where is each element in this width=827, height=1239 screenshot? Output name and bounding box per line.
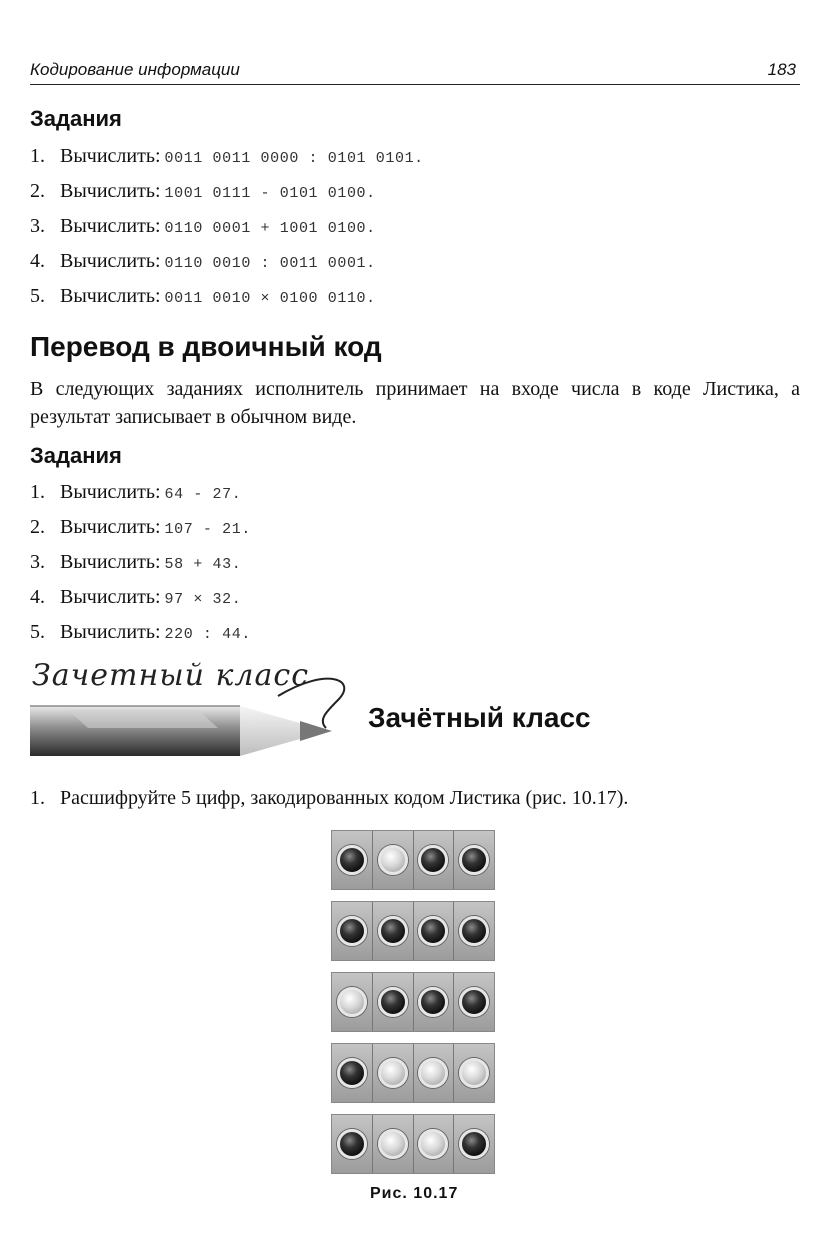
- tasks-heading-2: Задания: [30, 443, 122, 468]
- lamp-indicator: [459, 1058, 489, 1088]
- task-item: 3. Вычислить: 0110 0001 + 1001 0100.: [30, 215, 376, 237]
- lamp-row: [331, 972, 495, 1032]
- lamp-indicator: [459, 916, 489, 946]
- lamp-indicator: [418, 987, 448, 1017]
- task-item: 5. Вычислить: 0011 0010 × 0100 0110.: [30, 285, 376, 307]
- lamp-indicator: [337, 987, 367, 1017]
- pencil-icon: [28, 658, 368, 768]
- lamp-indicator: [337, 916, 367, 946]
- lamp-indicator: [418, 1058, 448, 1088]
- lamp-indicator: [459, 987, 489, 1017]
- lamp-indicator: [337, 845, 367, 875]
- task-item: 2. Вычислить: 1001 0111 - 0101 0100.: [30, 180, 376, 202]
- lamp-indicator: [418, 845, 448, 875]
- task-item: 5. Вычислить: 220 : 44.: [30, 621, 251, 643]
- lamp-indicator: [459, 1129, 489, 1159]
- running-header: [30, 58, 800, 85]
- lamp-indicator: [378, 1129, 408, 1159]
- page-number: 183: [767, 60, 796, 79]
- lamp-indicator: [337, 1129, 367, 1159]
- lamp-row: [331, 901, 495, 961]
- lamp-indicator: [337, 1058, 367, 1088]
- task-item: 2. Вычислить: 107 - 21.: [30, 516, 251, 538]
- banner-script-text: Зачетный класс: [32, 658, 309, 693]
- tasks-heading-1: Задания: [30, 106, 122, 131]
- test-class-banner: [28, 658, 648, 768]
- figure-caption: Рис. 10.17: [370, 1185, 459, 1202]
- banner-title: Зачётный класс: [368, 702, 591, 733]
- lamp-row: [331, 830, 495, 890]
- task-item: 1. Вычислить: 64 - 27.: [30, 481, 242, 503]
- chapter-title: Кодирование информации: [30, 60, 240, 79]
- lamp-indicator: [418, 1129, 448, 1159]
- task-item: 4. Вычислить: 97 × 32.: [30, 586, 242, 608]
- lamp-indicator: [378, 1058, 408, 1088]
- task-item: 1. Вычислить: 0011 0011 0000 : 0101 0101.: [30, 145, 424, 167]
- task-item: 3. Вычислить: 58 + 43.: [30, 551, 242, 573]
- lamp-indicator: [378, 987, 408, 1017]
- lamp-indicator: [459, 845, 489, 875]
- lamp-indicator: [378, 845, 408, 875]
- task-item: 4. Вычислить: 0110 0010 : 0011 0001.: [30, 250, 376, 272]
- section-heading-binary: Перевод в двоичный код: [30, 331, 382, 362]
- lamp-indicator: [378, 916, 408, 946]
- exercise-item: 1. Расшифруйте 5 цифр, закодированных кодом Листика (рис. 10.17).: [30, 787, 629, 809]
- lamp-row: [331, 1043, 495, 1103]
- lamp-indicator: [418, 916, 448, 946]
- intro-paragraph: В следующих заданиях исполнитель принимает на входе числа в коде Листика, а результат записывает в обычном виде.: [30, 378, 800, 428]
- lamp-row: [331, 1114, 495, 1174]
